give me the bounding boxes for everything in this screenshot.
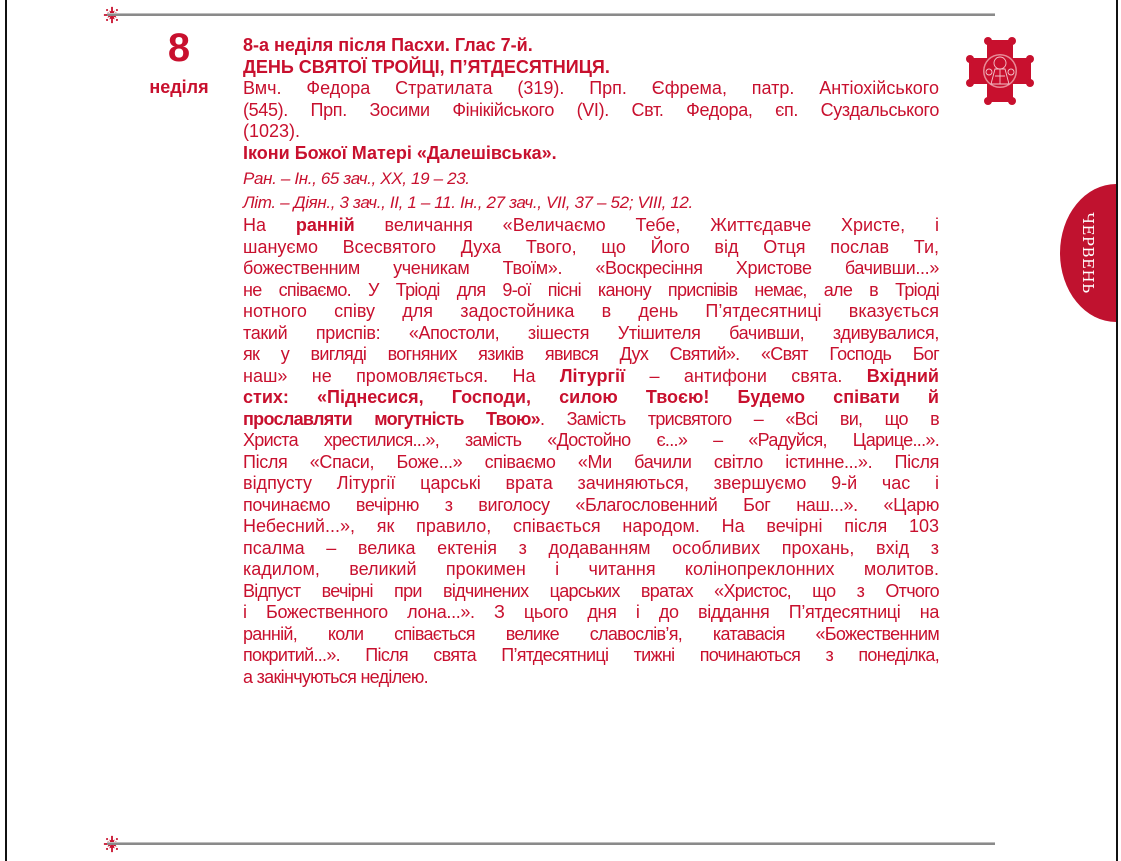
body-line: і Божественного лона...». З цього дня і до віддання П’ятдесятниці на: [243, 602, 939, 622]
body-line: [243, 387, 939, 409]
saints-line: (1023).: [243, 121, 301, 141]
day-entry: [243, 35, 939, 688]
top-divider-rule: [107, 13, 995, 16]
body-line: Небесний...», як правило, співається народом. На вечірні після 103: [243, 516, 939, 536]
emphasis-liturgy: Літургії: [559, 365, 626, 386]
body-line: ранній, коли співається велике славослів’я, катавасія «Божественним: [243, 623, 939, 644]
reading-matins: Ран. – Ін., 65 зач., XX, 19 – 23.: [243, 169, 470, 188]
body-line: Відпуст вечірні при відчинених царських вратах «Христос, що з Отчого: [243, 580, 939, 601]
body-line: прославляти могутність Твою». Замість трисвятого – «Всі ви, що в: [243, 408, 939, 429]
body-line: кадилом, великий прокимен і читання колінопреклонних молитов.: [243, 559, 939, 579]
body-line: як у вигляді вогняних язиків явився Дух Святий». «Свят Господь Бог: [243, 344, 939, 364]
reading-liturgy: Літ. – Діян., 3 зач., II, 1 – 11. Ін., 27 зач., VII, 37 – 52; VIII, 12.: [243, 193, 693, 212]
body-line: Після «Спаси, Боже...» співаємо «Ми бачили світло істинне...». Після: [243, 451, 939, 472]
body-line: Христа хрестилися...», замість «Достойно є...» – «Радуйся, Царице...».: [243, 430, 939, 450]
entry-heading-week: 8-а неділя після Пасхи. Глас 7-й.: [243, 35, 533, 55]
month-tab-label: ЧЕРВЕНЬ: [1079, 212, 1097, 294]
body-line: а закінчуються неділею.: [243, 666, 428, 687]
icon-feast: Ікони Божої Матері «Далешівська».: [243, 142, 557, 163]
emphasis-entrance: Вхідний: [866, 365, 939, 386]
body-line: не співаємо. У Тріоді для 9-ої пісні канону приспівів немає, але в Тріоді: [243, 279, 939, 300]
bottom-divider-rule: [107, 842, 995, 845]
emphasis-matins: ранній: [295, 215, 355, 235]
saints-line: Вмч. Федора Стратилата (319). Прп. Єфрема, патр. Антіохійського: [243, 78, 939, 98]
emphasis-entrance-verse: прославляти могутність Твою»: [243, 408, 540, 429]
body-line: наш» не промовляється. На Літургії – антифони свята. Вхідний: [243, 365, 939, 386]
body-line: На ранній величання «Величаємо Тебе, Життєдавче Христе, і: [243, 215, 939, 235]
body-line: починаємо вечірню з виголосу «Благословенний Бог наш...». «Царю: [243, 494, 939, 515]
day-number: 8: [167, 26, 191, 70]
saints-line: (545). Прп. Зосими Фінікійського (VI). Свт. Федора, єп. Суздальського: [243, 99, 939, 120]
entry-heading-feast: ДЕНЬ СВЯТОЇ ТРОЙЦІ, П’ЯТДЕСЯТНИЦЯ.: [243, 56, 610, 77]
body-line: псалма – велика ектенія з додаванням особливих прохань, вхід з: [243, 537, 939, 558]
body-line: шануємо Всесвятого Духа Твого, що Його від Отця послав Ти,: [243, 236, 939, 257]
body-line: нотного співу для задостойника в день П’ятдесятниці вказується: [243, 301, 939, 321]
cross-emblem-icon: [965, 36, 1035, 106]
day-weekday: неділя: [149, 77, 209, 97]
body-line: такий приспів: «Апостоли, зішестя Утішителя бачивши, здивувалися,: [243, 322, 939, 343]
emphasis-entrance-verse: стих: «Піднесися, Господи, силою Твоєю! Будемо співати й: [243, 387, 939, 407]
body-line: покритий...». Після свята П’ятдесятниці тижні починаються з понеділка,: [243, 645, 939, 665]
body-line: відпусту Літургії царські врата зачиняються, звершуємо 9-й час і: [243, 473, 939, 493]
body-line: божественним ученикам Твоїм». «Воскресіння Христове бачивши...»: [243, 258, 939, 278]
